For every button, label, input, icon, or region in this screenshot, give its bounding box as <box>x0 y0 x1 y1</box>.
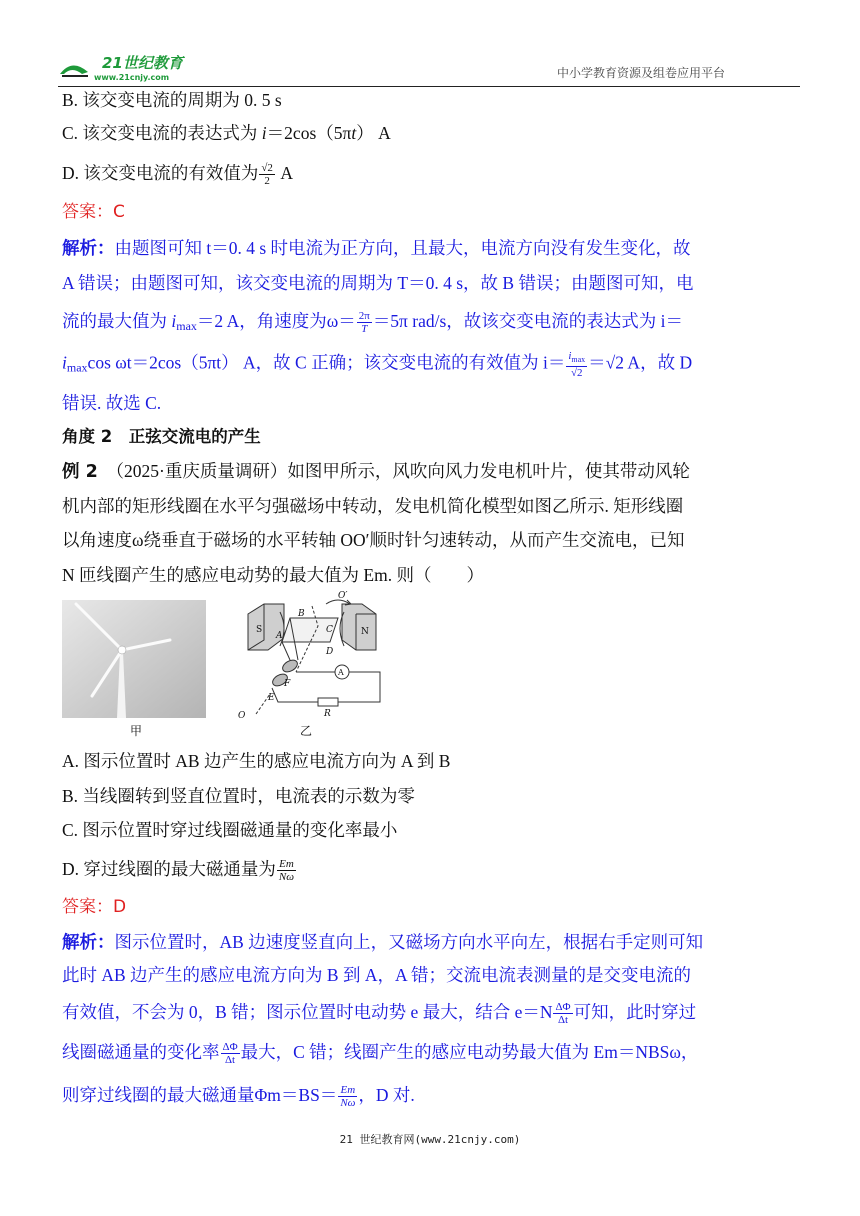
figure-caption-yi: 乙 <box>300 724 313 738</box>
svg-text:B: B <box>298 609 305 619</box>
explanation-label: 解析： <box>62 933 115 953</box>
svg-text:R: R <box>324 709 331 719</box>
svg-text:E: E <box>268 693 275 703</box>
explanation-label: 解析： <box>62 239 115 259</box>
svg-text:A: A <box>276 631 283 641</box>
q2-stem-line-2: 机内部的矩形线圈在水平匀强磁场中转动，发电机简化模型如图乙所示. 矩形线圈 <box>62 496 684 516</box>
svg-text:N: N <box>361 627 369 637</box>
svg-text:F: F <box>284 679 291 689</box>
svg-text:S: S <box>256 625 263 635</box>
svg-text:A: A <box>338 668 344 677</box>
q1-answer: 答案：C <box>62 202 125 222</box>
section-title: 角度 2 正弦交流电的产生 <box>62 427 261 446</box>
logo-text: 21世纪教育 <box>102 54 183 72</box>
q1-option-c: C. 该交变电流的表达式为 i＝2cos（5πt） A <box>62 123 391 143</box>
site-logo <box>58 54 218 84</box>
page-header <box>58 54 800 87</box>
figure-caption-jia: 甲 <box>130 724 143 738</box>
svg-text:C: C <box>326 625 333 635</box>
q2-stem-line-4: N 匝线圈产生的感应电动势的最大值为 Em. 则（ ） <box>62 565 484 585</box>
q2-option-a: A. 图示位置时 AB 边产生的感应电流方向为 A 到 B <box>62 751 451 771</box>
svg-text:O′: O′ <box>338 591 348 601</box>
q2-option-c: C. 图示位置时穿过线圈磁通量的变化率最小 <box>62 820 398 840</box>
svg-text:D: D <box>326 647 334 657</box>
header-slogan: 中小学教育资源及组卷应用平台 <box>556 66 725 80</box>
svg-text:O: O <box>238 711 246 721</box>
q2-stem-line-1: 例 2 （2025·重庆质量调研）如图甲所示，风吹向风力发电机叶片，使其带动风轮 <box>62 461 690 482</box>
q2-stem-line-3: 以角速度ω绕垂直于磁场的水平转轴 OO′顺时针匀速转动，从而产生交流电，已知 <box>62 530 685 550</box>
q2-answer: 答案：D <box>62 897 127 917</box>
fraction: $\frac{√2}{2}$ <box>261 162 273 188</box>
q2-option-d: D. 穿过线圈的最大磁通量为 $\frac{Em}{N\omega}$ <box>62 858 294 884</box>
wind-turbine-photo <box>62 600 206 718</box>
q1-option-b: B. 该交变电流的周期为 0. 5 s <box>62 90 282 110</box>
logo-url: www.21cnjy.com <box>94 73 170 82</box>
generator-diagram <box>226 588 410 722</box>
q1-option-d: D. 该交变电流的有效值为 $\frac{√2}{2}$ A <box>62 162 293 188</box>
q2-option-b: B. 当线圈转到竖直位置时，电流表的示数为零 <box>62 786 415 806</box>
page-footer: 21 世纪教育网(www.21cnjy.com) <box>339 1133 521 1146</box>
